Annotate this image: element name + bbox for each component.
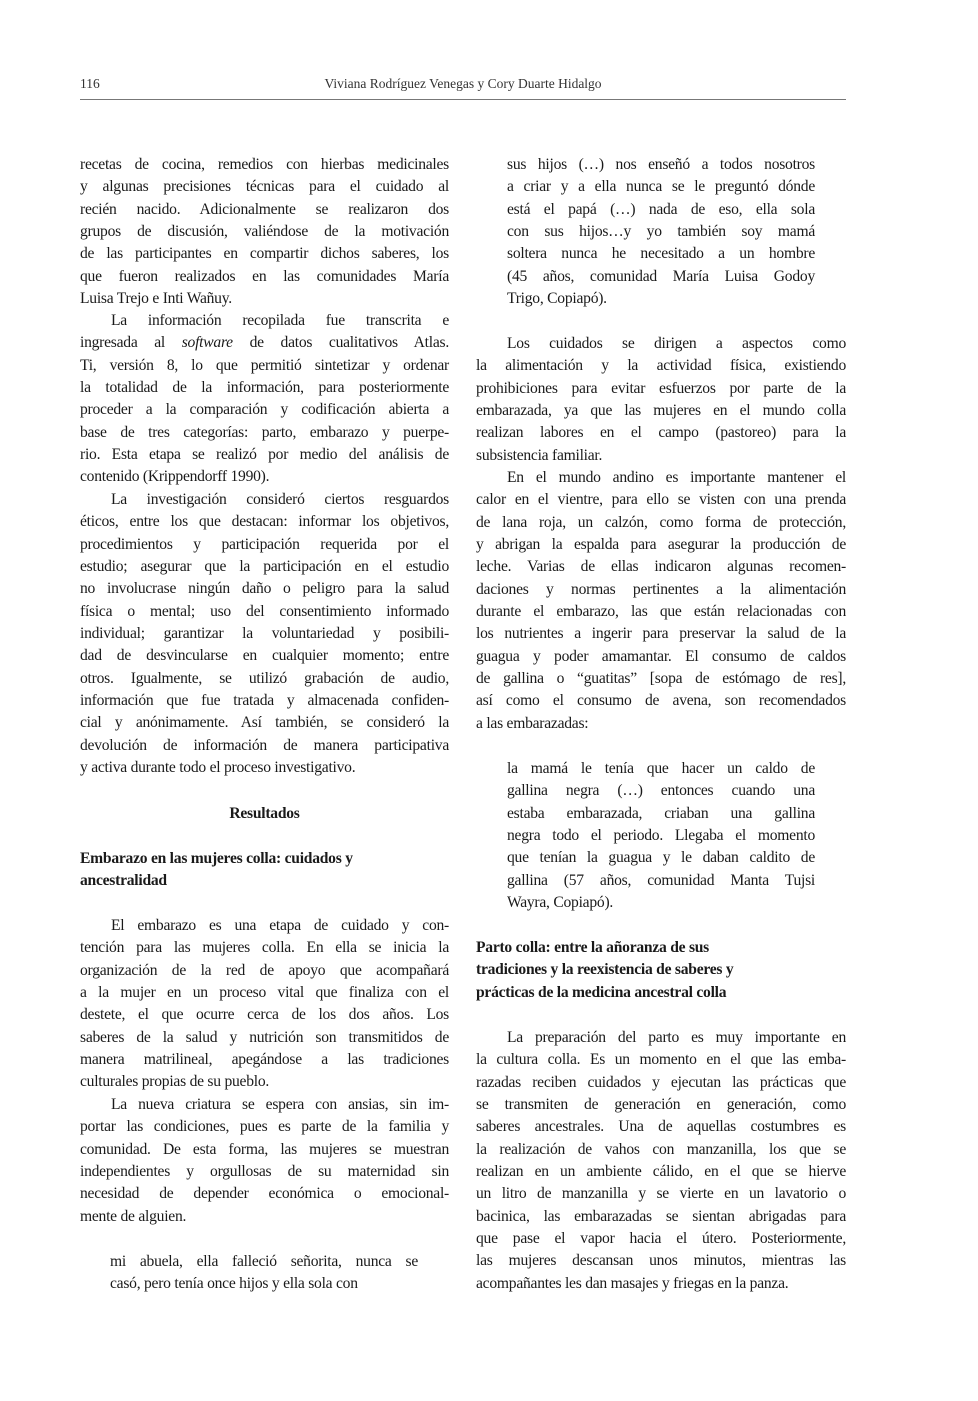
text-line: comunidad. De esta forma, las mujeres se muestran [80,1140,449,1158]
text-line: portar las condiciones, pues es parte de la familia y [80,1118,449,1136]
text-line: devolución de información de manera participativa [80,736,449,754]
text-line: calor en el vientre, para ello se visten con una prenda [476,491,846,509]
text-line: Luisa Trejo e Inti Wañuy. [80,290,232,308]
text-line: otros. Igualmente, se utilizó grabación de audio, [80,669,449,687]
text-line: un litro de manzanilla y se vierte en un lavatorio o [476,1185,846,1203]
text-line: recién nacido. Adicionalmente se realizaron dos [80,200,449,218]
text-line: El embarazo es una etapa de cuidado y con- [111,917,449,934]
text-line: se transmiten de generación en generación, como [476,1096,846,1114]
text-line: que fueron realizados en las comunidades María [80,267,449,285]
text-line: La nueva criatura se espera con ansias, sin im- [111,1096,449,1113]
text-line: Wayra, Copiapó). [507,894,614,912]
text-line: prohibiciones para evitar esfuerzos por parte de la [476,379,846,397]
text-line: las mujeres descansan unos minutos, mientras las [476,1252,846,1270]
text-line: soltera nunca he necesitado a un hombre [507,245,815,263]
paragraph [80,310,449,489]
text-line: grupos de discusión, valiéndose de la motivación [80,223,449,241]
text-line: está el papá (…) nada de eso, ella sola [507,200,815,218]
text-line: negra todo el periodo. Llegaba el momento [507,827,815,845]
text-line: gallina negra (…) entonces cuando una [507,782,815,800]
text-line: la cultura colla. Es un momento en el que las emba- [476,1051,846,1069]
text-line: leche. Varias de ellas indicaron algunas recomen- [476,558,846,576]
text-line: manera matrilineal, apegándose a las tradiciones [80,1051,449,1069]
text-line: daciones y normas pertinentes a la alimentación [476,580,846,598]
text-line: Ti, versión 8, lo que permitió sintetizar y ordenar [80,356,449,374]
text-line: individual; garantizar la voluntariedad y posibili- [80,625,449,643]
text-line: realizan en un ambiente cálido, en el que se hierve [476,1163,846,1181]
text-line: Trigo, Copiapó). [507,290,607,308]
text-line: La información recopilada fue transcrita e [111,312,449,329]
paragraph [80,489,449,779]
paragraph [476,333,846,467]
text-line: de gallina o “guatitas” [sopa de estómago de res], [476,670,846,688]
text-line: culturales propias de su pueblo. [80,1073,270,1091]
text-line: rio. Esta etapa se realizó por medio del análisis de [80,446,449,464]
running-head: Viviana Rodríguez Venegas y Cory Duarte Hidalgo [324,76,602,91]
text-line: la realización de vahos con manzanilla, los que se [476,1140,846,1158]
header-rule [80,99,846,100]
text-line: dad de desvincularse en cualquier momento; entre [80,647,449,665]
text-line: proceder a la comparación y codificación abierta a [80,401,449,419]
text-line: mente de alguien. [80,1207,187,1225]
text-line: a la mujer en un proceso vital que finaliza con el [80,984,449,1002]
text-line: prácticas de la medicina ancestral colla [476,983,727,1001]
paragraph [80,915,449,1094]
text-line: de lana roja, un calzón, como forma de protección, [476,513,846,531]
text-line: destete, el que ocurre cerca de los dos años. Los [80,1006,449,1024]
text-line: La preparación del parto es muy importante en [507,1029,846,1046]
text-line: (45 años, comunidad María Luisa Godoy [507,267,815,285]
text-line: y activa durante todo el proceso investigativo. [80,759,356,777]
text-line: La investigación consideró ciertos resguardos [111,491,449,508]
text-line: Resultados [229,805,300,822]
text-line: cial y anónimamente. Así también, se consideró la [80,714,449,732]
text-line: guagua y poder amamantar. El consumo de caldos [476,647,846,665]
block-quote [507,154,815,310]
text-line: independientes y orgullosas de su maternidad sin [80,1163,449,1181]
text-line: sus hijos (…) nos enseñó a todos nosotros [507,156,815,173]
text-line: Los cuidados se dirigen a aspectos como [507,335,846,352]
paragraph [476,467,846,735]
text-line: información que fue tratada y almacenada confiden- [80,692,449,710]
text-line: Embarazo en las mujeres colla: cuidados y [80,850,353,867]
text-line: la totalidad de la información, para posteriormente [80,379,449,397]
text-line: organización de la red de apoyo que acompañará [80,961,449,979]
text-line: no involucrase ningún daño o peligro para la salud [80,580,449,598]
text-line: necesidad de depender económica o emocional- [80,1185,449,1203]
text-line: la alimentación y la actividad física, existiendo [476,357,846,375]
text-line: los nutrientes a ingerir para preservar la salud de la [476,625,846,643]
text-line: En el mundo andino es importante mantener el [507,469,846,486]
text-line: procedimientos y participación requerida por el [80,535,449,553]
text-line: ancestralidad [80,872,167,890]
text-line: Parto colla: entre la añoranza de sus [476,939,710,956]
text-line: de las participantes en compartir dichos saberes, los [80,245,449,263]
text-line: ingresada al software de datos cualitativos Atlas. [80,334,449,352]
text-line: recetas de cocina, remedios con hierbas medicinales [80,156,449,173]
text-line: saberes de la salud y nutrición son transmitidos de [80,1028,449,1046]
text-line: así como el consumo de avena, son recomendados [476,692,846,710]
text-line: física o mental; uso del consentimiento informado [80,602,449,620]
text-line: la mamá le tenía que hacer un caldo de [507,760,815,777]
text-line: durante el embarazo, las que están relacionadas con [476,603,846,621]
text-line: a criar y a ella nunca se le preguntó dónde [507,178,815,196]
text-line: realizan labores en el campo (pastoreo) para la [476,424,846,442]
text-line: bacinica, las embarazadas se sientan abrigadas para [476,1207,846,1225]
block-quote [110,1251,418,1296]
text-line: éticos, entre los que destacan: informar los objetivos, [80,513,449,531]
text-line: casó, pero tenía once hijos y ella sola con [110,1275,358,1293]
text-line: que tenían la guagua y le daban caldito de [507,849,815,867]
text-line: estudio; asegurar que la participación en el estudio [80,558,449,576]
text-line: con sus hijos…y yo también soy mamá [507,223,815,241]
subheading [80,848,449,893]
text-line: acompañantes les dan masajes y friegas en la panza. [476,1274,789,1292]
text-line: gallina (57 años, comunidad Manta Tujsi [507,871,815,889]
text-line: estaba embarazada, criaban una gallina [507,804,815,822]
text-line: razadas reciben cuidados y ejecutan las prácticas que [476,1073,846,1091]
block-quote [507,758,815,914]
paragraph [476,1027,846,1295]
section-title [80,803,449,825]
text-line: base de tres categorías: parto, embarazo y puerpe- [80,423,449,441]
text-line: saberes ancestrales. Una de aquellas costumbres es [476,1118,846,1136]
text-line: tradiciones y la reexistencia de saberes y [476,961,734,979]
text-line: tención para las mujeres colla. En ella se inicia la [80,939,449,957]
text-line: a las embarazadas: [476,714,589,732]
paragraph [80,154,449,310]
text-line: contenido (Krippendorff 1990). [80,468,270,486]
text-line: y algunas precisiones técnicas para el cuidado al [80,178,449,196]
page-number: 116 [80,76,100,91]
text-line: que pase el vapor hacia el útero. Posteriormente, [476,1230,846,1248]
text-line: mi abuela, ella falleció señorita, nunca se [110,1253,418,1270]
text-line: subsistencia familiar. [476,446,603,464]
text-line: y abrigan la espalda para asegurar la producción de [476,536,846,554]
subheading [476,937,846,1004]
paragraph [80,1094,449,1228]
text-line: embarazada, ya que las mujeres en el mundo colla [476,402,846,420]
